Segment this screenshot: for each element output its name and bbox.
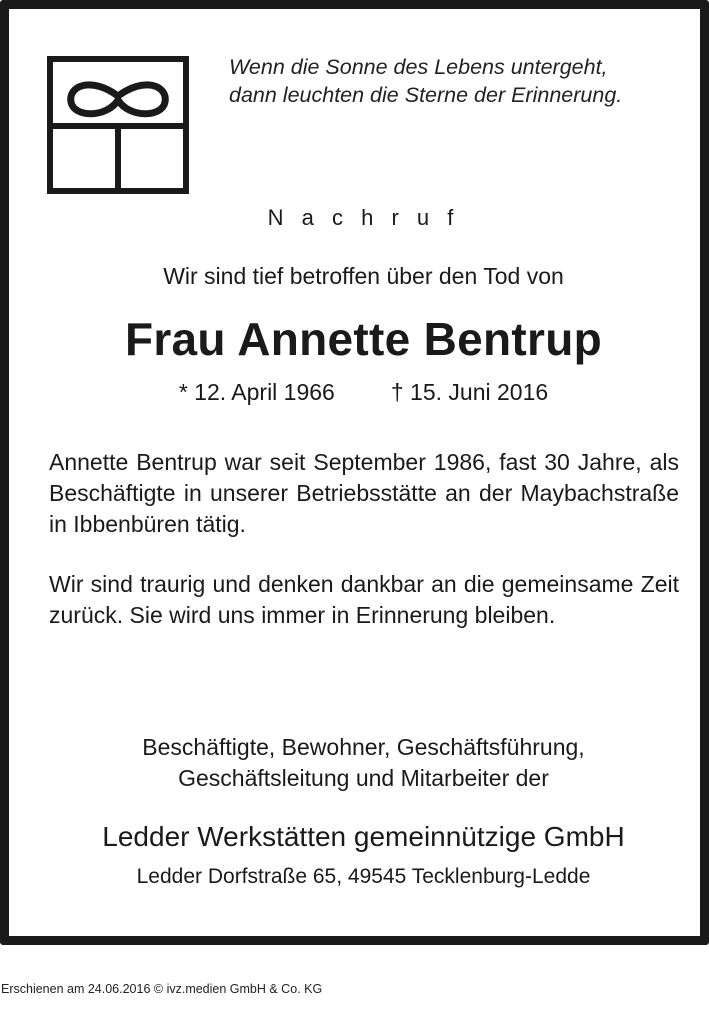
tribute-paragraph-1: Annette Bentrup war seit September 1986, fast 30 Jahre, als Beschäftigte in unserer Betriebsstätte an der Maybachstraße in Ibbenbüren tätig. — [49, 449, 679, 537]
death-date: † 15. Juni 2016 — [390, 379, 549, 405]
motto-line-1: Wenn die Sonne des Lebens untergeht, — [229, 55, 608, 79]
tribute-paragraph-2: Wir sind traurig und denken dankbar an die gemeinsame Zeit zurück. Sie wird uns immer in Erinnerung bleiben. — [49, 571, 679, 628]
motto-quote — [229, 53, 689, 109]
motto-line-2: dann leuchten die Sterne der Erinnerung. — [229, 83, 623, 107]
deceased-name: Frau Annette Bentrup — [124, 313, 603, 365]
publication-footer: Erschienen am 24.06.2016 © ivz.medien GmbH & Co. KG — [1, 982, 323, 996]
signatory-line-2: Geschäftsleitung und Mitarbeiter der — [178, 765, 549, 791]
birth-date: * 12. April 1966 — [178, 379, 335, 405]
life-dates — [9, 379, 709, 406]
company-name: Ledder Werkstätten gemeinnützige GmbH — [102, 821, 625, 852]
heart-window-logo-icon — [47, 56, 189, 194]
company-address: Ledder Dorfstraße 65, 49545 Tecklenburg-Ledde — [136, 865, 591, 888]
intro-text: Wir sind tief betroffen über den Tod von — [163, 263, 564, 289]
notice-heading: N a c h r u f — [267, 205, 460, 230]
signatory-line-1: Beschäftigte, Bewohner, Geschäftsführung, — [142, 734, 585, 760]
